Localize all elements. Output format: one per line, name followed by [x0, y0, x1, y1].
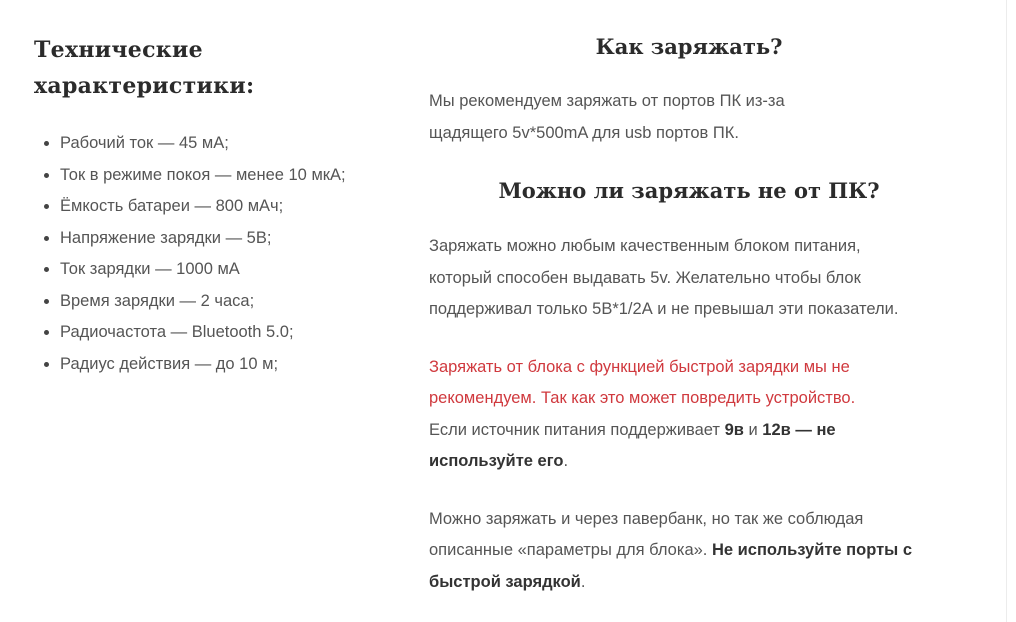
list-item: • Ток в режиме покоя — менее 10 мкА;	[60, 160, 394, 192]
powerbank-paragraph	[429, 504, 969, 599]
p3-line1: Можно заряжать и через павербанк, но так же соблюдая	[429, 509, 864, 528]
list-item: • Ток зарядки — 1000 мА	[60, 254, 394, 286]
charging-section	[429, 32, 969, 598]
list-item: • Рабочий ток — 45 мА;	[60, 128, 394, 160]
non-pc-p1-line3: поддерживал только 5В*1/2А и не превышал эти показатели.	[429, 300, 899, 318]
warning-line1: Заряжать от блока с функцией быстрой зарядки мы не	[429, 357, 850, 376]
p3-text2: .	[580, 572, 586, 591]
p2-bold-9v: 9в	[724, 420, 744, 439]
specs-title-line2: характеристики:	[34, 73, 255, 99]
list-item: • Радиочастота — Bluetooth 5.0;	[60, 317, 394, 349]
p2-text1: Если источник питания поддерживает	[429, 420, 725, 439]
specs-section	[34, 32, 394, 380]
charging-text-line1: Мы рекомендуем заряжать от портов ПК из-за	[429, 92, 785, 110]
list-item: • Напряжение зарядки — 5В;	[60, 223, 394, 255]
p3-bold2: быстрой зарядкой	[429, 572, 581, 591]
specs-title-line1: Технические	[34, 37, 203, 63]
non-pc-paragraph-1	[429, 231, 969, 326]
list-item: • Радиус действия — до 10 м;	[60, 349, 394, 381]
p3-bold1: Не используйте порты с	[711, 541, 913, 559]
p2-text2: и	[743, 420, 763, 439]
charging-text-line2: щадящего 5v*500mA для usb портов ПК.	[429, 123, 739, 142]
warning-line2: рекомендуем. Так как это может повредить устройство.	[429, 389, 856, 407]
content-right-border	[1006, 0, 1007, 622]
non-pc-warning-paragraph	[429, 352, 969, 478]
list-item: • Ёмкость батареи — 800 мАч;	[60, 191, 394, 223]
list-item: • Время зарядки — 2 часа;	[60, 286, 394, 318]
charging-title: Как заряжать?	[595, 34, 783, 59]
spec-list	[34, 128, 394, 380]
non-pc-p1-line1: Заряжать можно любым качественным блоком питания,	[429, 237, 861, 255]
p3-text1: описанные «параметры для блока».	[429, 541, 712, 559]
non-pc-p1-line2: который способен выдавать 5v. Желательно чтобы блок	[429, 268, 861, 287]
p2-text3: .	[563, 452, 569, 470]
non-pc-title: Можно ли заряжать не от ПК?	[498, 178, 880, 203]
p2-bold-dont-use: используйте его	[429, 452, 564, 470]
specs-title	[34, 32, 394, 104]
charging-text	[429, 86, 969, 149]
p2-bold-12v: 12в — не	[762, 420, 836, 439]
